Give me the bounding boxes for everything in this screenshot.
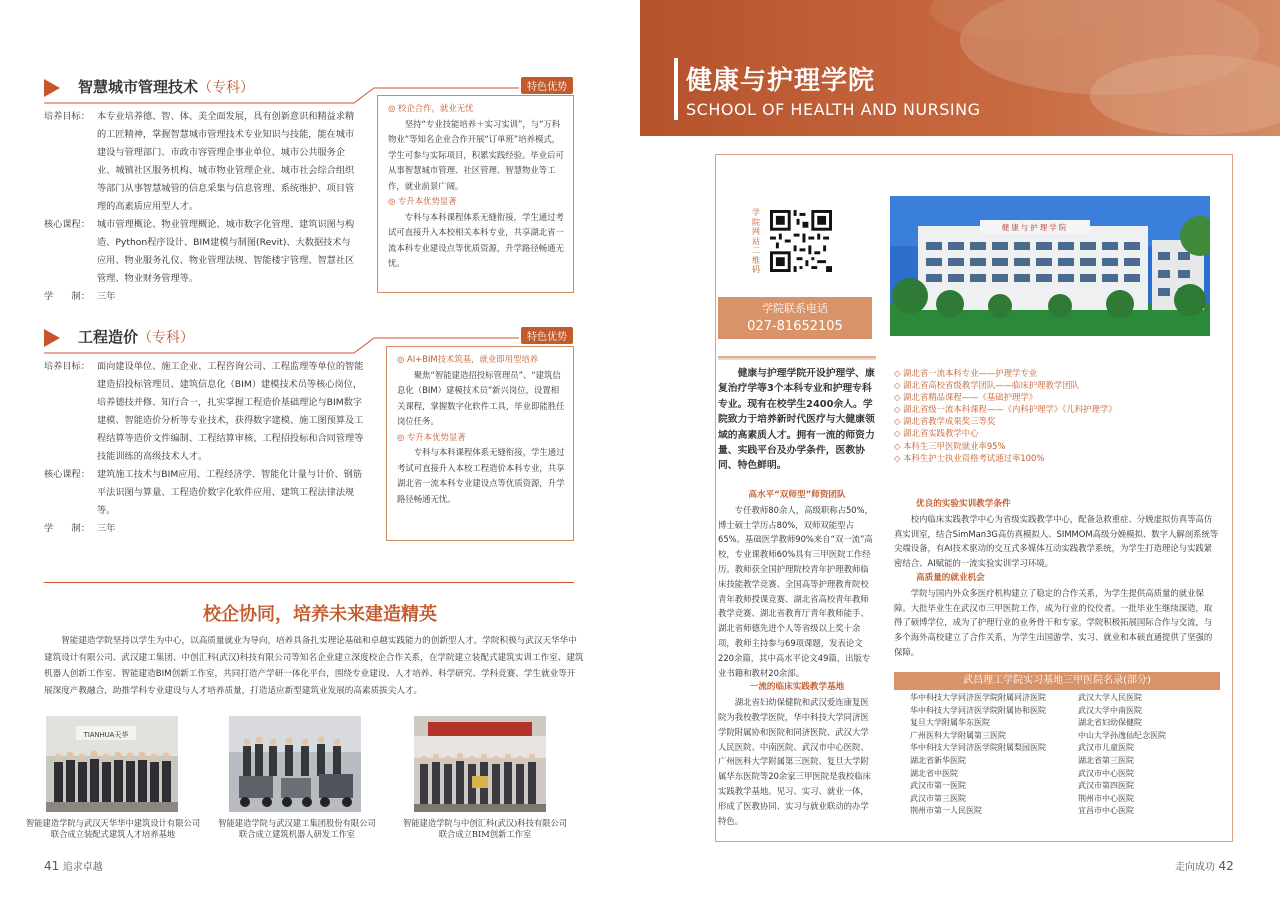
photo-caption: 智能建造学院与武汉建工集团股份有限公司 联合成立建筑机器人研发工作室 bbox=[218, 818, 376, 839]
clinical-heading: 一流的临床实践教学基地 bbox=[749, 682, 845, 693]
table-row bbox=[894, 805, 1220, 818]
clinical-text: 湖北省妇幼保健院和武汉爱连康复医院为我校教学医院，华中科技大学同济医学院附属协和医院和同济医院、武汉大学人民医院、中南医院、武汉市中心医院、广州医科大学附属第三医院、复旦大学附属华东医院等20余家三甲医院是我校临床实践教学基地。见习、实习、就业一体，形成了医教协同、实习与就业联动的办学特色。 bbox=[718, 697, 872, 826]
footer-slogan: 追求卓越 bbox=[62, 862, 103, 873]
coop-title: 校企协同，培养未来建造精英 bbox=[203, 604, 437, 625]
employment-heading: 高质量的就业机会 bbox=[916, 572, 985, 583]
cost-feature-box bbox=[386, 346, 574, 541]
page-number: 42 bbox=[1218, 859, 1234, 873]
info-row bbox=[44, 216, 356, 288]
college-banner bbox=[640, 0, 1280, 136]
contact-phone-box bbox=[718, 297, 872, 339]
feature-text: 专科与本科课程体系无缝衔接，学生通过考试可直接升入本校工程造价本科专业，共享湖北省一流本科专业建设点等优质资源，升学路径畅通无忧。 bbox=[397, 447, 565, 504]
hospital-table bbox=[894, 692, 1220, 818]
section-title: 工程造价（专科） bbox=[78, 328, 195, 346]
right-column-text bbox=[894, 497, 1220, 660]
info-row bbox=[44, 108, 356, 216]
photo-bim-studio bbox=[414, 716, 546, 812]
honor-item: ◇ 湖北省教学成果奖三等奖 bbox=[894, 415, 1117, 427]
feature-heading: ◎ AI+BIM技术筑基，就业即用型培养 bbox=[397, 352, 565, 368]
left-column-text bbox=[718, 488, 876, 828]
page-footer-left bbox=[44, 858, 103, 873]
feature-heading: ◎ 专升本优势显著 bbox=[388, 194, 565, 210]
photo-caption: 智能建造学院与武汉天华华中建筑设计有限公司 联合成立装配式建筑人才培养基地 bbox=[25, 818, 201, 839]
feature-heading: ◎ 专升本优势显著 bbox=[397, 430, 565, 446]
table-row bbox=[894, 717, 1220, 730]
employment-text: 学院与国内外众多医疗机构建立了稳定的合作关系，为学生提供高质量的就业保障。大批毕业生在武汉市三甲医院工作，成为行业的佼佼者。一批毕业生继续深造，取得了硕博学位，成为了护理行业的业务骨干和专家。学院积极拓展国际合作与交流，与多个海外高校建立了合作关系，为学生出国游学、实习、就业和本硕直通提供了坚强的保障。 bbox=[894, 587, 1213, 657]
info-value: 面向建设单位、施工企业、工程咨询公司、工程监理等单位的智能建造招投标管理员、建筑信息化（BIM）建模技术员等核心岗位，培养德技并修、知行合一，扎实掌握工程造价基础理论与BIM数字建模、智能造价分析等专业技术，获得数字建模、施工图预算及工程结算等造价文件编制、工程结算审核、工程招投标和合同管理等技能训练的高级技术人才。 bbox=[97, 361, 364, 462]
info-value: 建筑施工技术与BIM应用、工程经济学、智能化计量与计价、钢筋平法识图与算量、工程造价数字化软件应用、建筑工程法律法规等。 bbox=[97, 469, 363, 516]
hospital-name: 湖北省妇幼保健院 bbox=[1078, 718, 1142, 728]
photo-construction-robot bbox=[229, 716, 361, 812]
hospital-name: 华中科技大学同济医学院附属协和医院 bbox=[910, 705, 1046, 715]
honor-item: ◇ 湖北省级一流本科课程——《内科护理学》《儿科护理学》 bbox=[894, 403, 1117, 415]
feature-text: 聚焦“智能建造招投标管理员”、“建筑信息化（BIM）建模技术员”新兴岗位，设置相关课程，掌握数字化软件工具，毕业即能胜任岗位任务。 bbox=[397, 369, 565, 426]
info-label: 学 制： bbox=[44, 291, 90, 302]
page-number: 41 bbox=[44, 859, 60, 873]
section-title: 智慧城市管理技术（专科） bbox=[78, 78, 255, 96]
divider bbox=[44, 582, 574, 583]
hospital-name: 湖北省新华医院 bbox=[910, 755, 966, 765]
info-value: 三年 bbox=[97, 291, 116, 302]
honor-item: ◇ 湖北省高校省级教学团队——临床护理教学团队 bbox=[894, 379, 1117, 391]
hospital-name: 中山大学孙逸仙纪念医院 bbox=[1078, 730, 1166, 740]
hospital-name: 荆州市中心医院 bbox=[1078, 793, 1134, 803]
hospital-name: 武汉市中心医院 bbox=[1078, 768, 1134, 778]
honors-list bbox=[894, 367, 1117, 464]
contact-phone[interactable]: 027-81652105 bbox=[747, 319, 843, 334]
table-row bbox=[894, 692, 1220, 705]
smart-city-details bbox=[44, 108, 356, 306]
hospital-name: 广州医科大学附属第三医院 bbox=[910, 730, 1006, 740]
contact-label: 学院联系电话 bbox=[762, 302, 828, 315]
photo-tianhua bbox=[46, 716, 178, 812]
page-footer-right bbox=[1175, 858, 1234, 873]
college-subtitle: SCHOOL OF HEALTH AND NURSING bbox=[686, 100, 981, 119]
table-row bbox=[894, 755, 1220, 768]
table-row bbox=[894, 742, 1220, 755]
right-page bbox=[640, 0, 1280, 905]
college-intro: 健康与护理学院开设护理学、康复治疗学等3个本科专业和护理专科专业。现有在校学生2400余人。学院致力于培养新时代医疗与大健康领域的高素质人才。拥有一流的师资力量、实践平台及办学条件，医教协同、特色鲜明。 bbox=[718, 368, 875, 472]
intro-rule bbox=[718, 356, 876, 360]
qr-label: 学院网站二维码 bbox=[752, 208, 760, 274]
footer-slogan: 走向成功 bbox=[1175, 862, 1215, 873]
info-row bbox=[44, 466, 370, 520]
honor-item: ◇ 湖北省实践教学中心 bbox=[894, 427, 1117, 439]
info-value: 城市管理概论、物业管理概论、城市数字化管理、建筑识图与构造、Python程序设计、BIM建模与制图(Revit)、大数据技术与应用、物业服务礼仪、物业管理法规、智能楼宇管理、智慧社区管理、物业财务管理等。 bbox=[97, 219, 355, 284]
honor-item: ◇ 本科生三甲医院就业率95% bbox=[894, 440, 1117, 452]
hospital-name: 华中科技大学同济医学院附属梨园医院 bbox=[910, 743, 1046, 753]
coop-paragraph: 智能建造学院坚持以学生为中心，以高质量就业为导向，培养具备扎实理论基础和卓越实践能力的创新型人才。学院积极与武汉天华华中建筑设计有限公司、武汉建工集团、中创汇科(武汉)科技有限公司等知名企业建立深度校企合作关系，在学院建立装配式建筑实训工作室、建筑机器人创新工作室、智能建造BIM创新工作室，共同打造产学研一体化平台，围绕专业建设、人才培养、科学研究、学科竞赛、学生就业等开展深度产教融合，助推学科专业建设与人才培养质量，打造适应新型建筑业发展的高素质拔尖人才。 bbox=[44, 636, 584, 696]
hospital-name: 湖北省中医院 bbox=[910, 768, 958, 778]
info-row bbox=[44, 520, 370, 538]
honor-item: ◇ 湖北省精品课程——《基础护理学》 bbox=[894, 391, 1117, 403]
college-building-photo bbox=[890, 196, 1210, 336]
qr-code-icon[interactable] bbox=[770, 210, 832, 272]
table-row bbox=[894, 730, 1220, 743]
cost-details bbox=[44, 358, 370, 538]
college-title: 健康与护理学院 bbox=[686, 66, 876, 96]
hospital-name: 复旦大学附属华东医院 bbox=[910, 718, 990, 728]
hospital-name: 武汉市第四医院 bbox=[1078, 781, 1134, 791]
info-label: 核心课程： bbox=[44, 469, 90, 480]
training-text: 校内临床实践教学中心为省级实践教学中心，配备急救重症、分娩虚拟仿真等高仿真实训室，结合SimMan3G高仿真模拟人、SIMMOM高级分娩模拟、数字人解剖系统等尖端设备，有AI技术驱动的交互式多媒体互动实践教学系统，为学生打造理论与实践紧密结合、AI赋能的一流实验实训学习环境。 bbox=[894, 513, 1219, 569]
training-heading: 优良的实验实训教学条件 bbox=[916, 499, 1011, 509]
info-label: 学 制： bbox=[44, 523, 90, 534]
info-value: 本专业培养德、智、体、美全面发展，具有创新意识和精益求精的工匠精神，掌握智慧城市管理技术专业知识与技能，能在城市建设与管理部门、市政市容管理企事业单位、城市公共服务企业、城镇社区服务机构、城市物业管理企业、城市社会综合组织等部门从事智慧城管的信息采集与信息管理、系统维护、项目管理的高素质应用型人才。 bbox=[97, 111, 355, 212]
info-label: 核心课程： bbox=[44, 219, 90, 230]
feature-text: 专科与本科课程体系无缝衔接，学生通过考试可直接升入本校相关本科专业，共享湖北省一流本科专业建设点等优质资源，升学路径畅通无忧。 bbox=[388, 211, 564, 268]
hospital-name: 武汉大学人民医院 bbox=[1078, 693, 1142, 702]
feature-text: 坚持“专业技能培养＋实习实训”，与“万科物业”等知名企业合作开展“订单班”培养模式，学生可参与实际项目，积累实践经验。毕业后可从事智慧城市管理、社区管理、智慧物业等工作，就业前景广阔。 bbox=[388, 118, 564, 191]
faculty-text: 专任教师80余人，高级职称占50%，博士硕士学历占80%，双师双能型占65%。基础医学教师90%来自“双一流”高校，专业课教师60%具有三甲医院工作经历。教师获全国护理院校青年护理教师临床技能教学竞赛、全国高等护理教育院校青年教师授课竞赛、湖北省高校青年教师教学竞赛、湖北省教育厅青年教师能手、湖北省师德先进个人等省级以上奖十余项，教师主持参与69项课题，发表论文220余篇，其中高水平论文49篇，出版专业书籍和教材20余部。 bbox=[718, 504, 873, 678]
table-row bbox=[894, 705, 1220, 718]
hospital-name: 荆州市第一人民医院 bbox=[910, 806, 982, 816]
table-row bbox=[894, 793, 1220, 806]
info-label: 培养目标： bbox=[44, 361, 90, 372]
table-row bbox=[894, 780, 1220, 793]
info-label: 培养目标： bbox=[44, 111, 90, 122]
smart-city-feature-box bbox=[377, 95, 574, 293]
feature-badge: 特色优势 bbox=[521, 77, 573, 94]
honor-item: ◇ 湖北省一流本科专业——护理学专业 bbox=[894, 367, 1117, 379]
hospital-name: 武汉大学中南医院 bbox=[1078, 705, 1142, 715]
tianhua-logo: TIANHUA天华 bbox=[83, 732, 129, 739]
info-row bbox=[44, 288, 356, 306]
faculty-heading: 高水平“双师型”师资团队 bbox=[748, 490, 846, 500]
photo-caption: 智能建造学院与中创汇科(武汉)科技有限公司 联合成立BIM创新工作室 bbox=[402, 818, 568, 839]
info-value: 三年 bbox=[97, 523, 116, 534]
hospital-name: 宜昌市中心医院 bbox=[1078, 806, 1134, 816]
feature-badge: 特色优势 bbox=[521, 327, 573, 344]
info-row bbox=[44, 358, 370, 466]
hospital-table-title: 武昌理工学院实习基地三甲医院名录(部分) bbox=[894, 672, 1220, 690]
hospital-name: 华中科技大学同济医学院附属同济医院 bbox=[910, 693, 1046, 702]
hospital-name: 武汉市第一医院 bbox=[910, 781, 966, 791]
honor-item: ◇ 本科生护士执业资格考试通过率100% bbox=[894, 452, 1117, 464]
hospital-name: 武汉市儿童医院 bbox=[1078, 743, 1134, 753]
feature-heading: ◎ 校企合作，就业无忧 bbox=[388, 101, 565, 117]
building-sign: 健康与护理学院 bbox=[1001, 223, 1069, 232]
table-row bbox=[894, 768, 1220, 781]
hospital-name: 湖北省第三医院 bbox=[1078, 755, 1134, 765]
hospital-name: 武汉市第三医院 bbox=[910, 793, 966, 803]
banner-accent-bar bbox=[674, 58, 678, 120]
